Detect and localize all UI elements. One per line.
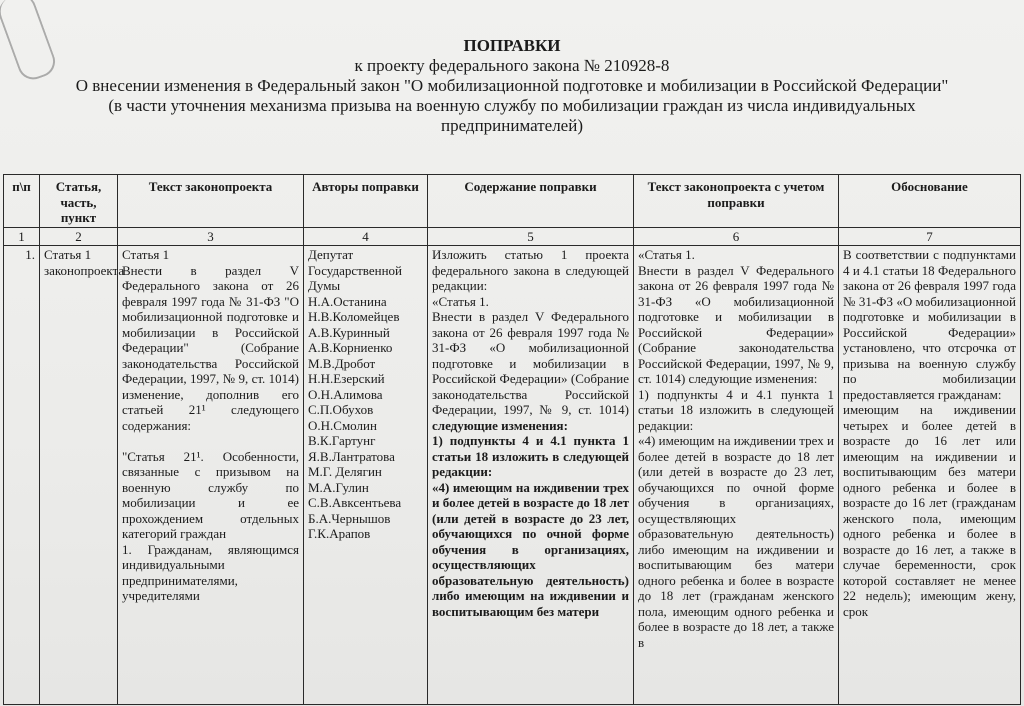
subtitle-scope: (в части уточнения механизма призыва на военную службу по мобилизации граждан из числа индивидуальных bbox=[108, 96, 916, 115]
row-article: Статья 1 законопроекта bbox=[40, 246, 118, 705]
subtitle-law: О внесении изменения в Федеральный закон "О мобилизационной подготовке и мобилизации в Российской Федерации" bbox=[75, 76, 949, 95]
subtitle-scope-cont: предпринимателей) bbox=[441, 116, 583, 135]
amendment-plain-text: Изложить статью 1 проекта федерального закона в следующей редакции: «Статья 1. Внести в раздел V Федерального закона от 26 февраля 1997 года № 31-ФЗ «О мобилизационной подготовке и мобилизации в Российской Федерации» (Собрание законодательства Российской Федерации, 1997, № 9, ст. 1014) bbox=[432, 247, 629, 417]
col-number: 2 bbox=[40, 227, 118, 246]
col-header-bill-text: Текст законопроекта bbox=[118, 175, 304, 228]
col-header-justification: Обоснование bbox=[839, 175, 1021, 228]
document-header bbox=[0, 36, 1024, 136]
amendment-bold-text: следующие изменения: 1) подпункты 4 и 4.1 пункта 1 статьи 18 изложить в следующей редакции: «4) имеющим на иждивении трех и более детей в возрасте до 18 лет (или детей в возрасте до 23 лет, обучающихся по очной форме обучения в организациях, осуществляющих образовательную деятельность) либо имеющим на иждивении и воспитывающим без матери bbox=[432, 417, 629, 619]
col-header-num: п\п bbox=[4, 175, 40, 228]
col-number: 3 bbox=[118, 227, 304, 246]
col-number: 4 bbox=[304, 227, 428, 246]
document-title: ПОПРАВКИ bbox=[463, 36, 561, 55]
column-number-row bbox=[4, 227, 1021, 246]
col-header-article: Статья, часть, пункт bbox=[40, 175, 118, 228]
col-number: 7 bbox=[839, 227, 1021, 246]
header-row bbox=[4, 175, 1021, 228]
table-row bbox=[4, 246, 1021, 705]
col-number: 1 bbox=[4, 227, 40, 246]
col-number: 5 bbox=[428, 227, 634, 246]
row-justification: В соответствии с подпунктами 4 и 4.1 статьи 18 Федерального закона от 26 февраля 1997 года № 31-ФЗ «О мобилизационной подготовке и мобилизации в Российской Федерации» установлено, что отсрочка от призыва на военную службу по мобилизации предоставляется гражданам: имеющим на иждивении четырех и более детей в возрасте до 16 лет или имеющим на иждивении и воспитывающим без матери одного ребенка и более в возрасте до 16 лет (гражданам женского пола, имеющим одного ребенка и более в возрасте до 16 лет, а также в случае беременности, срок которой составляет не менее 22 недель); имеющим жену, срок bbox=[839, 246, 1021, 705]
col-number: 6 bbox=[634, 227, 839, 246]
row-number: 1. bbox=[4, 246, 40, 705]
subtitle-bill-number: к проекту федерального закона № 210928-8 bbox=[354, 56, 670, 75]
row-bill-with-amendment: «Статья 1. Внести в раздел V Федерального закона от 26 февраля 1997 года № 31-ФЗ «О мобилизационной подготовке и мобилизации в Российской Федерации» (Собрание законодательства Российской Федерации, 1997, № 9, ст. 1014) следующие изменения: 1) подпункты 4 и 4.1 пункта 1 статьи 18 изложить в следующей редакции: «4) имеющим на иждивении трех и более детей в возрасте до 18 лет (или детей в возрасте до 23 лет, обучающихся по очной форме обучения в организациях, осуществляющих образовательную деятельность) либо имеющим на иждивении и воспитывающим без матери одного ребенка и более в возрасте до 18 лет (гражданам женского пола, имеющим одного ребенка и более в возрасте до 18 лет, а также в bbox=[634, 246, 839, 705]
row-authors: Депутат Государственной Думы Н.А.Останина Н.В.Коломейцев А.В.Куринный А.В.Корниенко М.В.Дробот Н.Н.Езерский О.Н.Алимова С.П.Обухов О.Н.Смолин В.К.Гартунг Я.В.Лантратова М.Г. Делягин М.А.Гулин С.В.Авксентьева Б.А.Чернышов Г.К.Арапов bbox=[304, 246, 428, 705]
row-bill-text: Статья 1 Внести в раздел V Федерального закона от 26 февраля 1997 года № 31-ФЗ "О мобилизационной подготовке и мобилизации в Российской Федерации" (Собрание законодательства Российской Федерации, 1997, № 9, ст. 1014) изменение, дополнив его статьей 21¹ следующего содержания: "Статья 21¹. Особенности, связанные с призывом на военную службу по мобилизации и ее прохождением отдельных категорий граждан 1. Гражданам, являющимся индивидуальными предпринимателями, учредителями bbox=[118, 246, 304, 705]
col-header-authors: Авторы поправки bbox=[304, 175, 428, 228]
col-header-bill-with-amendment: Текст законопроекта с учетом поправки bbox=[634, 175, 839, 228]
row-amendment bbox=[428, 246, 634, 705]
amendments-table bbox=[3, 174, 1021, 705]
col-header-amendment: Содержание поправки bbox=[428, 175, 634, 228]
